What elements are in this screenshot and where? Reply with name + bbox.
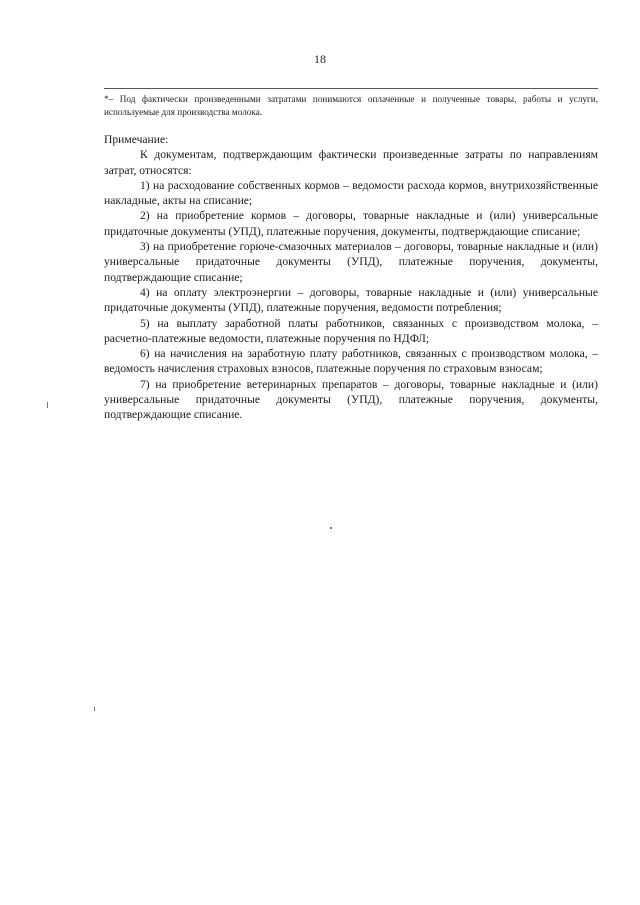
scan-speck — [47, 402, 48, 408]
note-item-1: 1) на расходование собственных кормов – ведомости расхода кормов, внутрихозяйственные накладные, акты на списание; — [104, 178, 598, 208]
scan-speck — [94, 707, 95, 711]
note-item-7: 7) на приобретение ветеринарных препаратов – договоры, товарные накладные и (или) универсальные придаточные документы (УПД), платежные поручения, документы, подтверждающие списание. — [104, 377, 598, 422]
note-item-2: 2) на приобретение кормов – договоры, товарные накладные и (или) универсальные придаточные документы (УПД), платежные поручения, документы, подтверждающие списание; — [104, 209, 598, 238]
scan-speck — [330, 527, 332, 529]
note-item-4: 4) на оплату электроэнергии – договоры, товарные накладные и (или) универсальные придаточные документы (УПД), платежные поручения, ведомости потребления; — [104, 285, 598, 315]
note-item-3: 3) на приобретение горюче-смазочных материалов – договоры, товарные накладные и (или) универсальные придаточные документы (УПД), платежные поручения, документы, подтверждающие списание; — [104, 240, 598, 284]
note-section — [104, 132, 598, 423]
page-number: 18 — [314, 52, 326, 66]
footnote: *– Под фактически произведенными затратами понимаются оплаченные и полученные товары, работы и услуги, используемые для производства молока. — [104, 94, 598, 117]
note-item-6: 6) на начисления на заработную плату работников, связанных с производством молока, – ведомость начисления страховых взносов, платежные поручения по страховым взносам; — [104, 347, 598, 376]
note-intro: К документам, подтверждающим фактически произведенные затраты по направлениям затрат, относятся: — [104, 148, 598, 177]
footnote-divider — [104, 88, 598, 89]
note-item-5: 5) на выплату заработной платы работников, связанных с производством молока, – расчетно-платежные ведомости, платежные поручения по НДФЛ; — [104, 316, 598, 345]
note-title: Примечание: — [104, 133, 169, 146]
